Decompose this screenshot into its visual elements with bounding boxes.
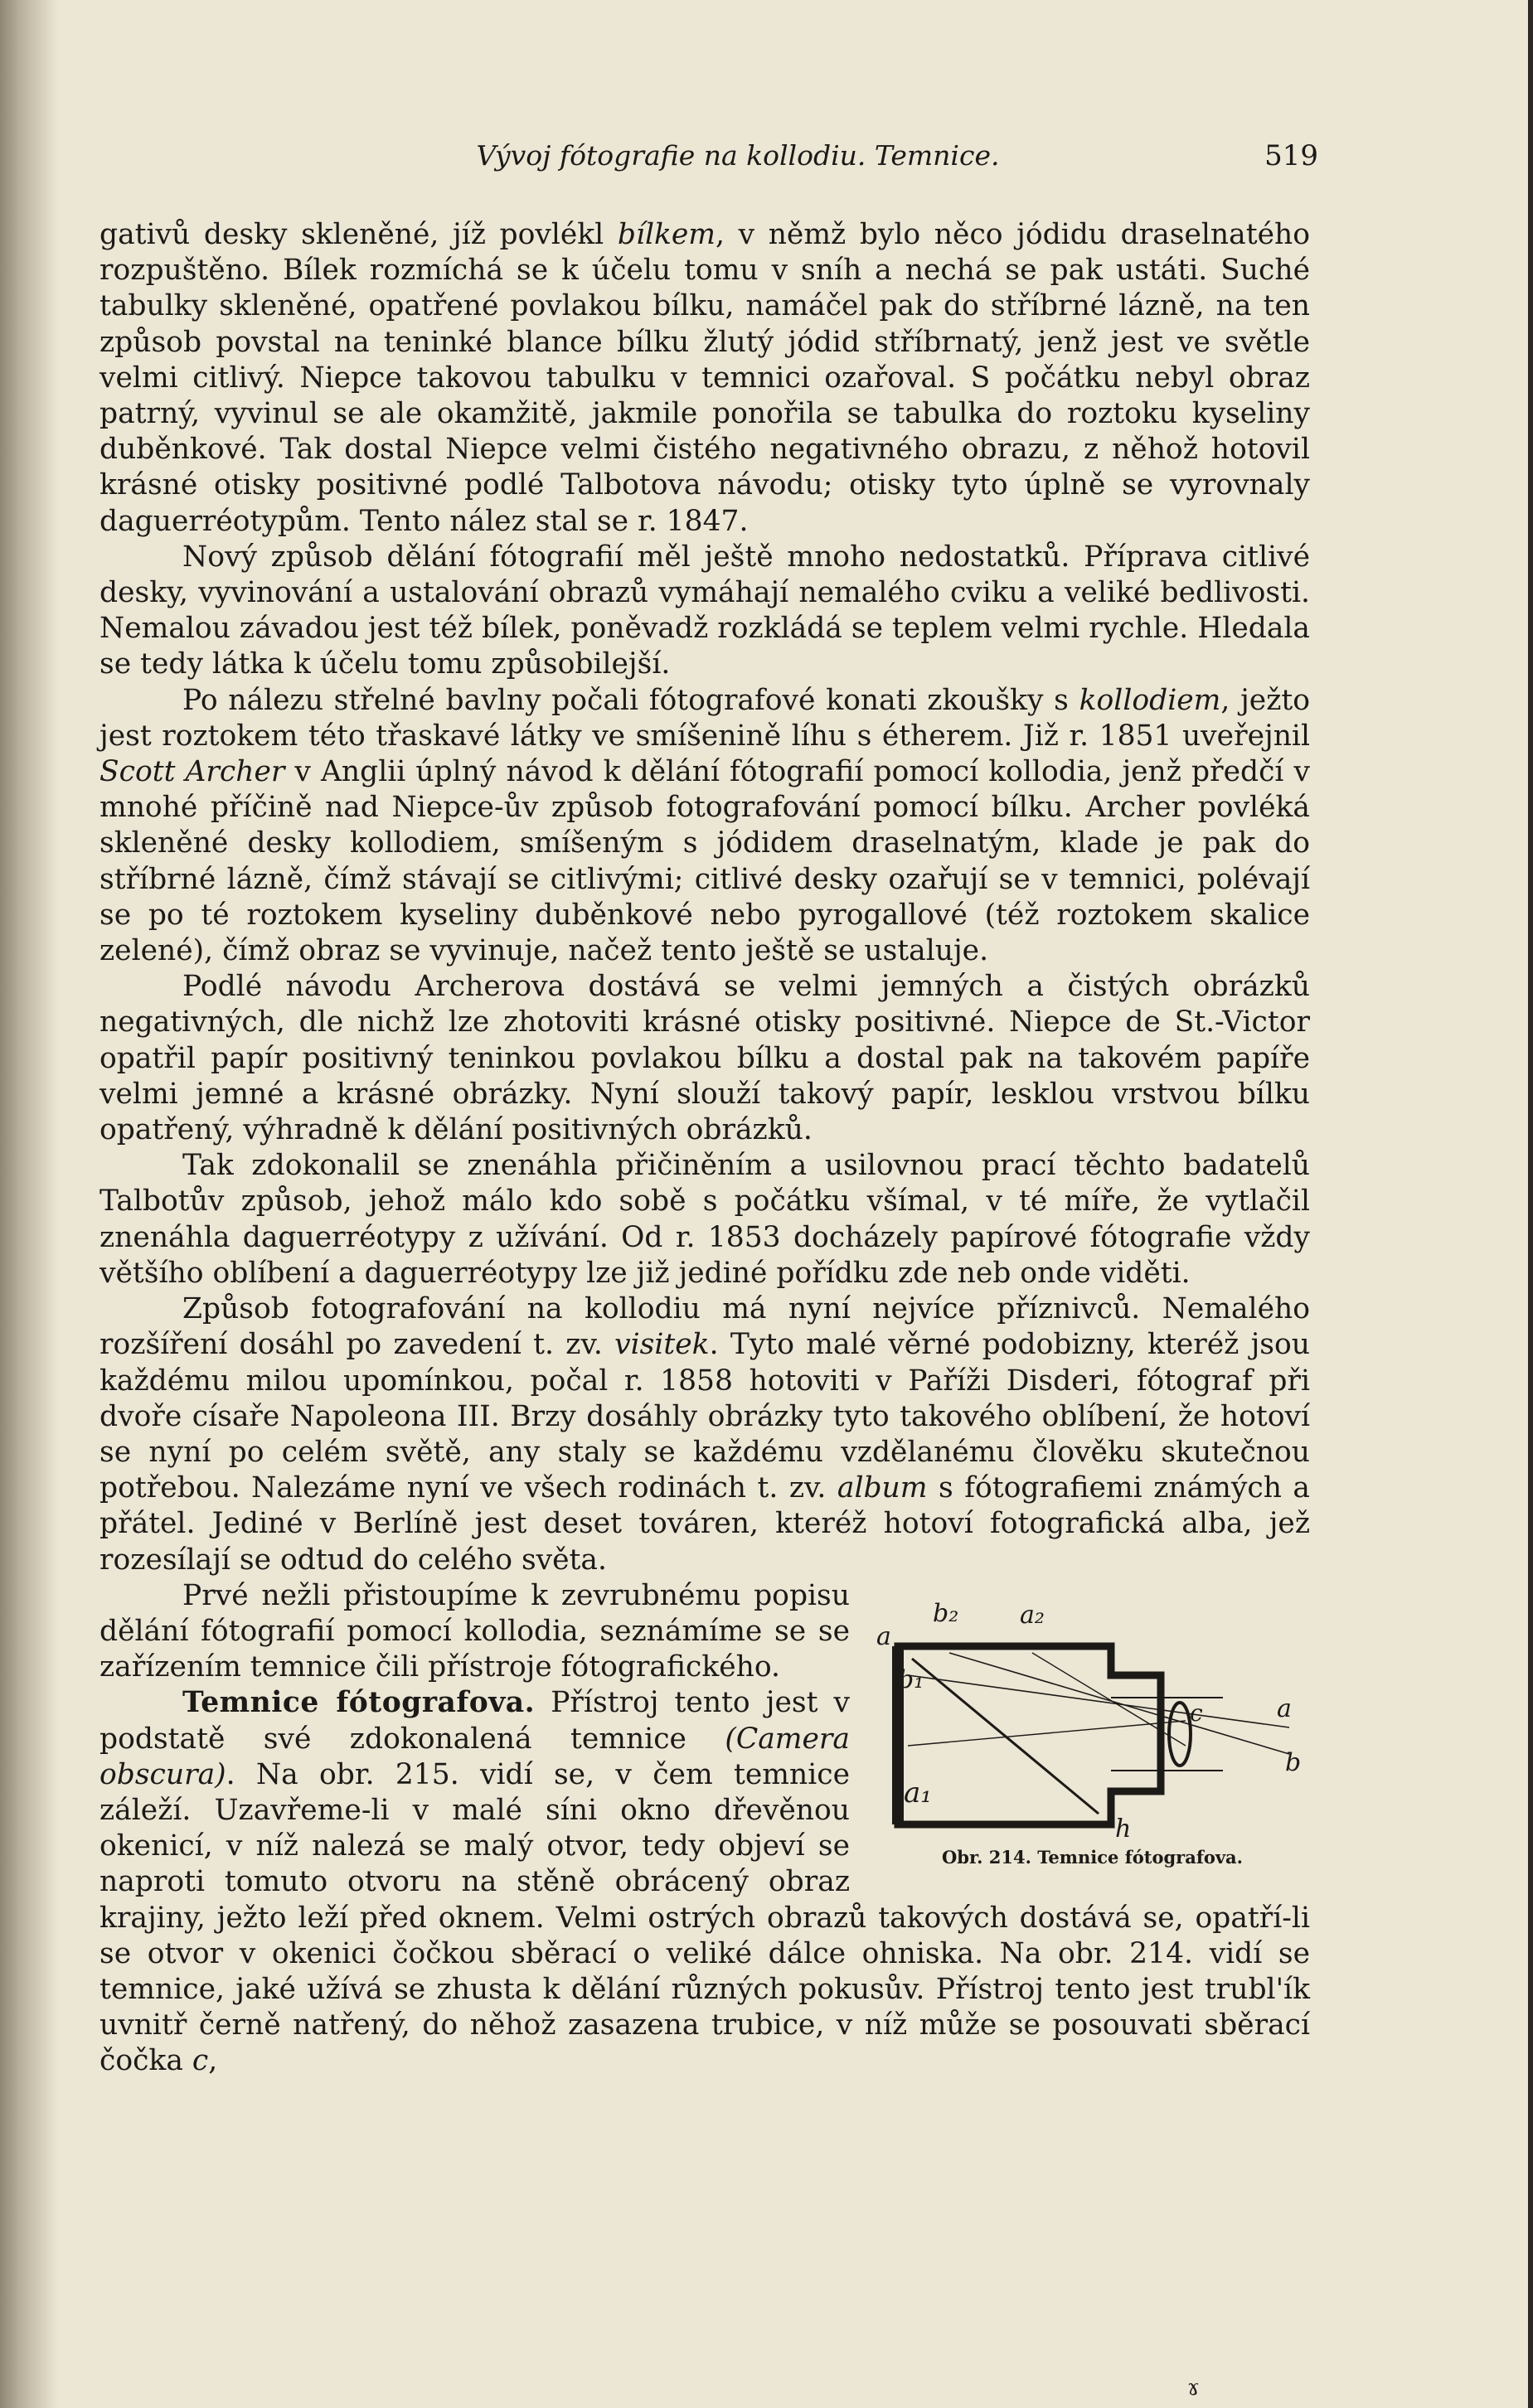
text-run: v Anglii úplný návod k dělání fótografií pomocí kollodia, jenž předčí v mnohé příčině nad Niepce-ův způsob fotografování pomocí bílku. Archer povléká skleněné desky kollodiem, smíšeným s jódidem draselnatým, klade je pak do stříbrné lázně, čímž stávají se citlivými; citlivé desky ozařují se v temnici, polévají se po té roztokem kyseliny duběnkové nebo pyrogallové (též roztokem skalice zelené), čímž obraz se vyvinuje, načež tento ještě se ustaluje. — [99, 755, 1310, 968]
text-run: gativů desky skleněné, jíž povlékl — [99, 218, 618, 251]
paragraph-2: Nový způsob dělání fótografií měl ještě mnoho nedostatků. Příprava citlivé desky, vyvinování a ustalování obrazů vymáhají nemalého cviku a veliké bedlivosti. Nemalou závadou jest též bílek, poněvadž rozkládá se teplem velmi rychle. Hledala se tedy látka k účelu tomu způsobilejší. — [99, 540, 1310, 681]
text-run: Přístroj tento jest v podstatě své zdokonalená temnice — [99, 1686, 850, 1756]
label-a1: a₁ — [904, 1776, 932, 1810]
mirror-diagonal — [912, 1659, 1099, 1814]
text-run: , v němž bylo něco jódidu draselnatého rozpuštěno. Bílek rozmíchá se k účelu tomu v sníh a nechá se pak ustáti. Suché tabulky skleněné, opatřené povlakou bílku, namáčel pak do stříbrné lázně, na ten způsob povstal na teninké blance bílku žlutý jódid stříbrnatý, jenž jest ve světle velmi citlivý. Niepce takovou tabulku v temnici ozařoval. S počátku nebyl obraz patrný, vyvinul se ale okamžitě, jakmile ponořila se tabulka do roztoku kyseliny duběnkové. Tak dostal Niepce velmi čistého negativného obrazu, z něhož hotovil krásné otisky positivné podlé Talbotova návodu; otisky tyto úplně se vyrovnaly daguerréotypům. Tento nález stal se r. 1847. — [99, 218, 1310, 538]
paragraph-1 — [99, 217, 1310, 540]
body-text — [99, 217, 1310, 2080]
label-b-right: b — [1285, 1747, 1302, 1777]
ray-2 — [949, 1653, 1289, 1754]
italic-term: kollodiem — [1079, 683, 1221, 717]
text-run: . Na obr. 215. vidí se, v čem temnice záleží. Uzavřeme-li v malé síni okno dřevěnou okenicí, v níž nalezá se malý otvor, tedy objeví se naproti tomuto otvoru na stěně obrácený obraz krajiny, ježto leží před oknem. Velmi ostrých obrazů takových dostává se, opatří-li se otvor v okenici čočkou sběrací o veliké dálce ohniska. Na obr. 214. vidí se temnice, jaké užívá se zhusta k dělání různých pokusův. Přístroj tento jest trubl'ík uvnitř černě natřený, do něhož zasazena trubice, v níž může se posouvati sběrací čočka — [99, 1757, 1310, 2078]
label-b2: b₂ — [933, 1598, 959, 1628]
camera-obscura-diagram — [875, 1596, 1310, 1845]
page-header — [99, 139, 1318, 181]
label-a: a — [876, 1621, 891, 1651]
text-run: , — [208, 2044, 218, 2078]
figure-camera-diagram — [875, 1596, 1310, 1878]
page-edge — [1528, 0, 1533, 2408]
figure-caption: Obr. 214. Temnice fótografova. — [942, 1846, 1243, 1868]
label-a-right: a — [1277, 1693, 1292, 1723]
text-run: Po nálezu střelné bavlny počali fótografové konati zkoušky s — [182, 683, 1079, 717]
page-number: 519 — [1264, 139, 1318, 172]
paragraph-6 — [99, 1291, 1310, 1578]
label-a2: a₂ — [1020, 1600, 1045, 1630]
italic-term: album — [837, 1471, 928, 1505]
paragraph-3 — [99, 683, 1310, 970]
italic-name: Scott Archer — [99, 755, 285, 789]
text-run: . Tyto malé věrné podobizny, kteréž jsou každému milou upomínkou, počal r. 1858 hotoviti v Paříži Disderi, fótograf při dvoře císaře Napoleona III. Brzy dosáhly obrázky tyto takového oblíbení, že hotoví se nyní po celém světě, any staly se každému vzdělanému člověku skutečnou potřebou. Nalezáme nyní ve všech rodinách t. zv. — [99, 1328, 1311, 1505]
footer-mark: ɤ — [1187, 2376, 1200, 2401]
text-run: , ježto jest roztokem této třaskavé látky ve smíšenině líhu s étherem. Již r. 1851 uveřejnil — [99, 683, 1311, 753]
italic-term: (Camera obscura) — [99, 1722, 850, 1791]
ray-4 — [908, 1721, 1186, 1746]
label-c: c — [1190, 1698, 1203, 1727]
italic-term: visitek — [614, 1328, 710, 1362]
label-b1: b₁ — [898, 1664, 924, 1694]
label-h: h — [1115, 1814, 1132, 1844]
italic-term: bílkem — [617, 218, 716, 251]
italic-term: c — [192, 2044, 209, 2078]
text-run: s fótografiemi známých a přátel. Jediné v Berlíně jest deset továren, kteréž hotoví fotografická alba, jež rozesílají se odtud do celého světa. — [99, 1471, 1310, 1577]
running-head: Vývoj fótografie na kollodiu. Temnice. — [476, 139, 1000, 172]
paragraph-4: Podlé návodu Archerova dostává se velmi jemných a čistých obrázků negativných, dle nichž lze zhotoviti krásné otisky positivné. Niepce de St.-Victor opatřil papír positivný teninkou povlakou bílku a dostal pak na takovém papíře velmi jemné a krásné obrázky. Nyní slouží takový papír, lesklou vrstvou bílku opatřený, výhradně k dělání positivných obrázků. — [99, 970, 1310, 1147]
book-gutter — [0, 0, 58, 2408]
paragraph-7: Prvé nežli přistoupíme k zevrubnému popisu dělání fótografií pomocí kollodia, seznámíme se se zařízením temnice čili přístroje fótografického. — [99, 1578, 850, 1684]
text-run: Způsob fotografování na kollodiu má nyní nejvíce příznivců. Nemalého rozšíření dosáhl po zavedení t. zv. — [99, 1292, 1310, 1362]
section-heading: Temnice fótografova. — [182, 1686, 536, 1720]
paragraph-5: Tak zdokonalil se znenáhla přičiněním a usilovnou prací těchto badatelů Talbotův způsob, jehož málo kdo sobě s počátku všímal, v té míře, že vytlačil znenáhla daguerréotypy z užívání. Od r. 1853 docházely papírové fótografie vždy většího oblíbení a daguerréotypy lze již jediné pořídku zde neb onde viděti. — [99, 1149, 1310, 1290]
